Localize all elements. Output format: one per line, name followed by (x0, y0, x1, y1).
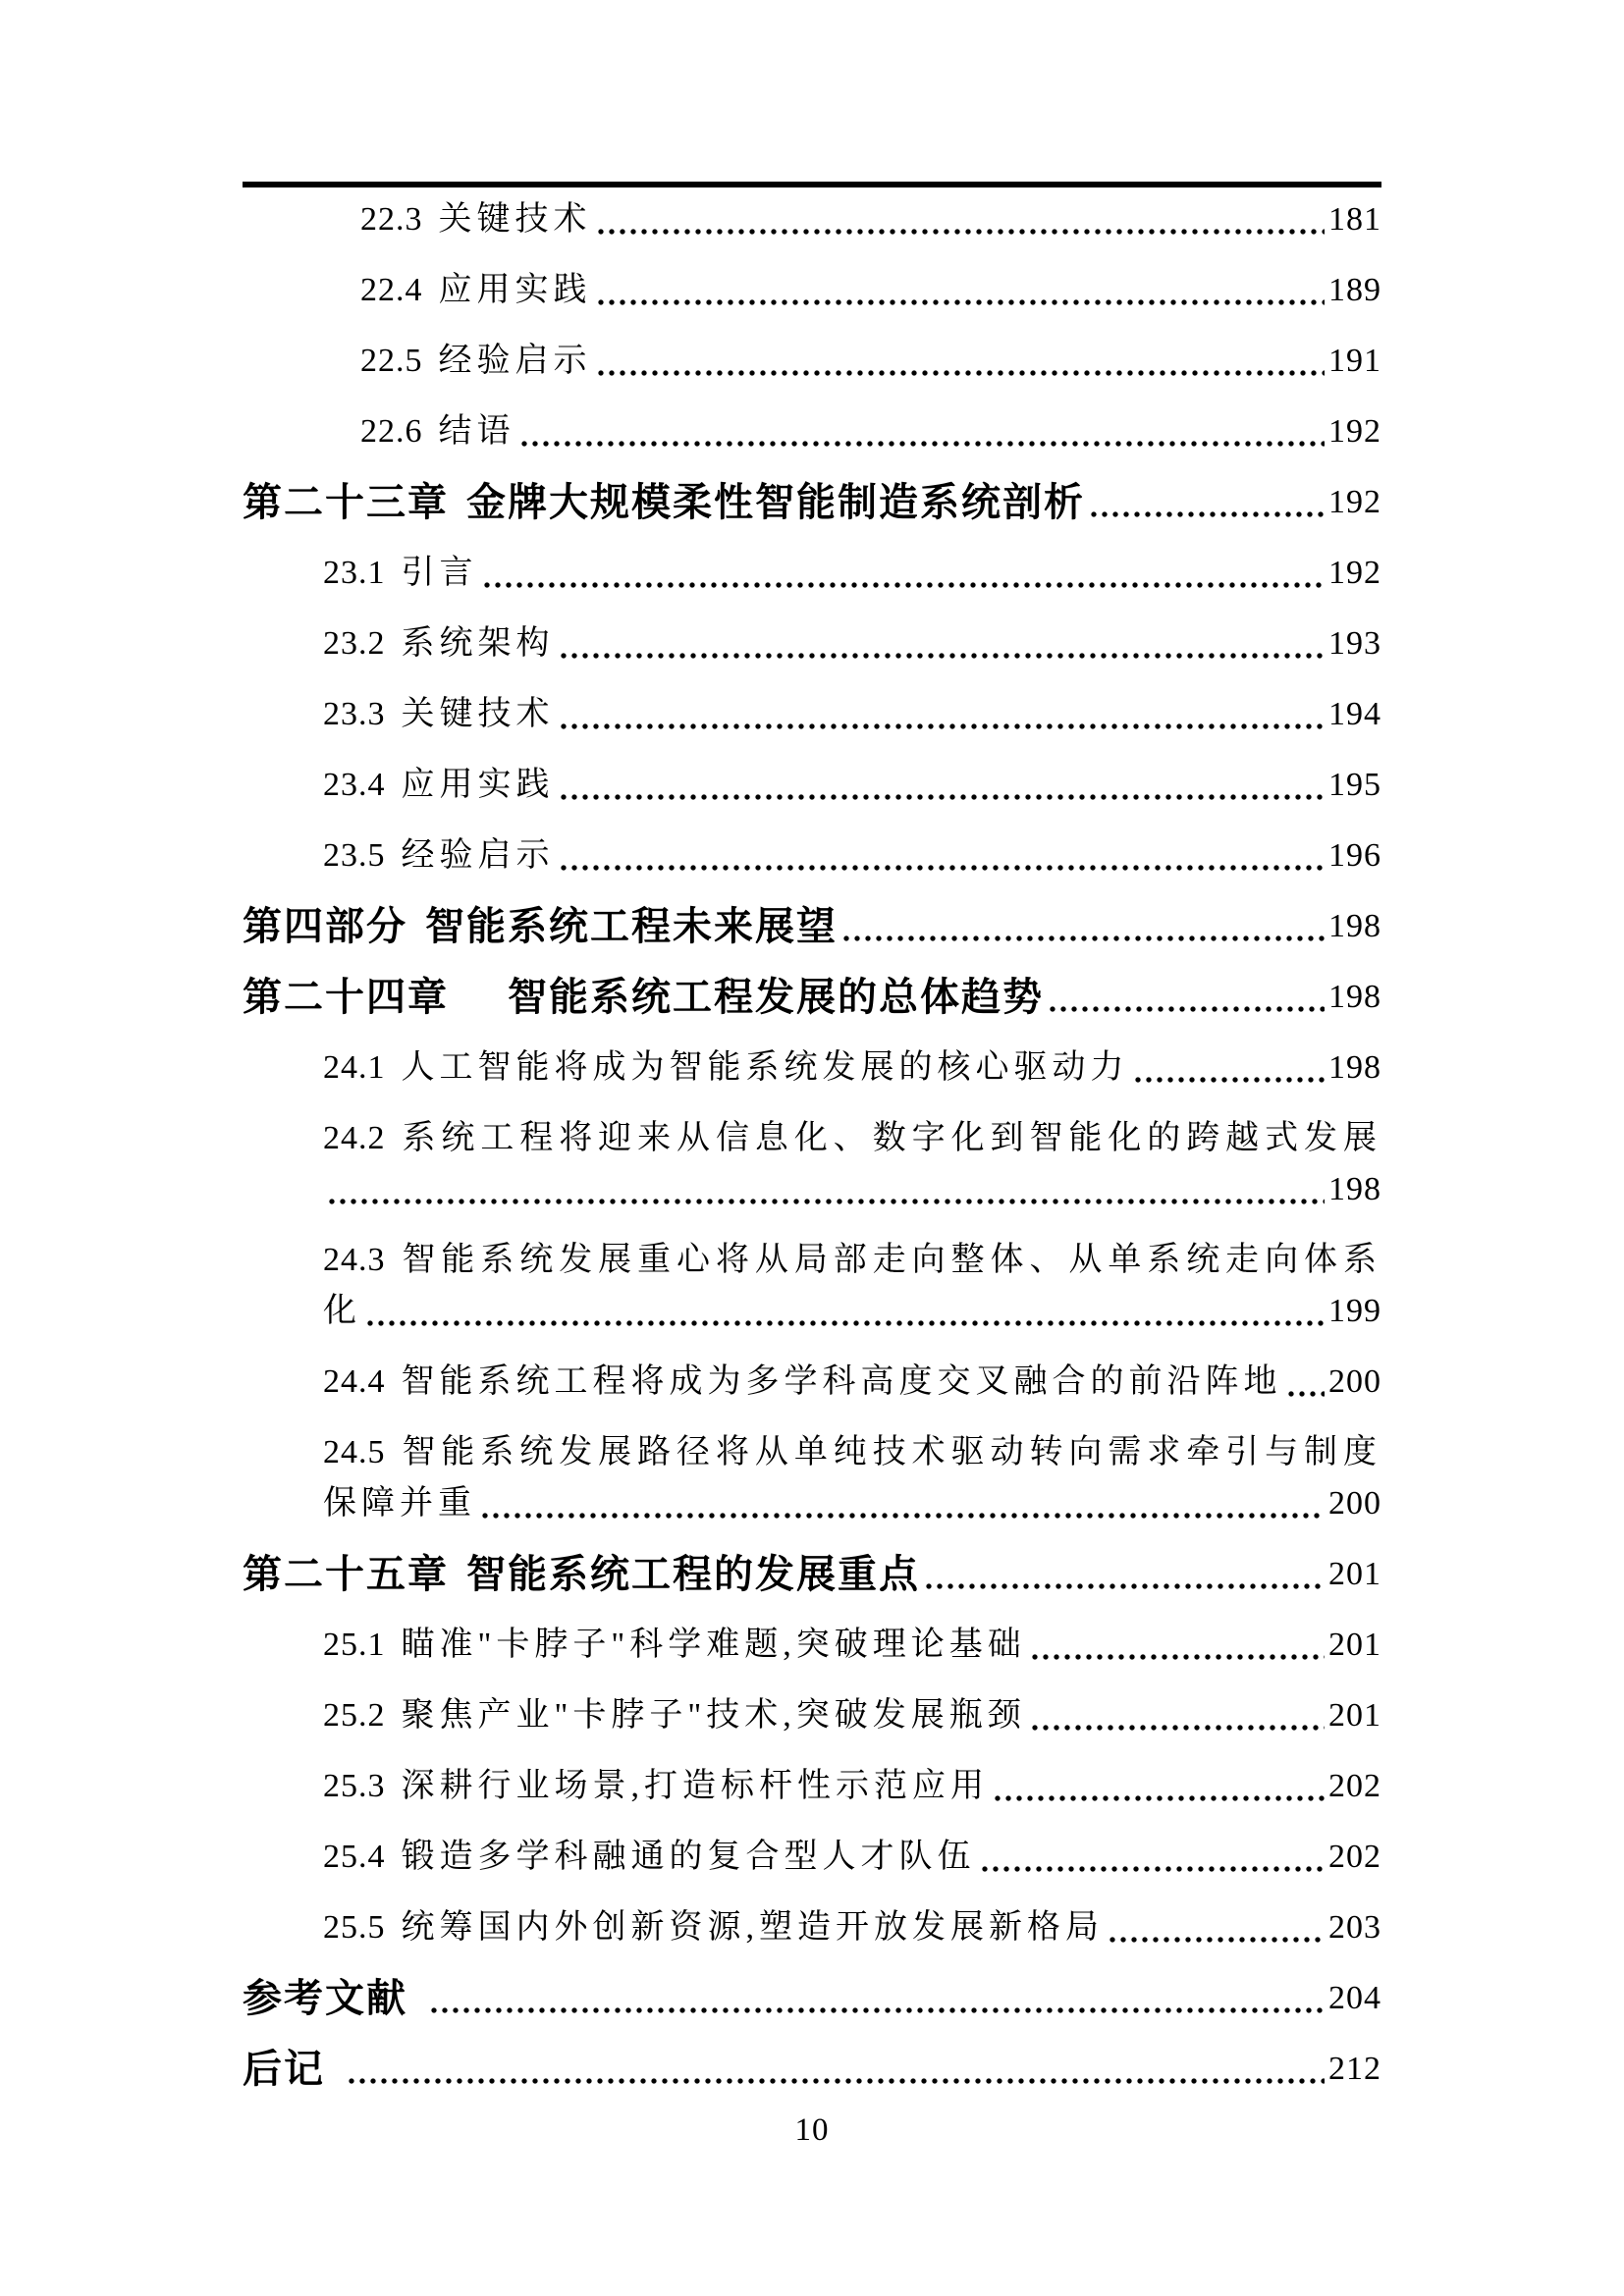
dots-leader (1032, 1620, 1325, 1671)
entry-second-line (323, 1286, 1381, 1337)
toc-entry (243, 1832, 1381, 1883)
entry-page: 195 (1328, 767, 1381, 803)
entry-title: 金牌大规模柔性智能制造系统剖析 (466, 481, 1085, 524)
toc-entry-row (360, 194, 1381, 245)
dots-leader (482, 1478, 1325, 1529)
entry-title: 经验启示 (438, 343, 592, 379)
toc-entry-row (243, 972, 1381, 1023)
entry-page: 200 (1328, 1485, 1381, 1522)
dots-leader (995, 1761, 1325, 1812)
entry-number: 第二十五章 (243, 1553, 449, 1596)
toc-entry (243, 1620, 1381, 1671)
entry-title: 聚焦产业"卡脖子"技术,突破发展瓶颈 (401, 1697, 1026, 1734)
toc-entry-row (243, 1549, 1381, 1600)
toc-entry-row (323, 1042, 1381, 1094)
dots-leader (926, 1549, 1325, 1600)
toc-entry-row (323, 760, 1381, 811)
entry-number: 25.4 (323, 1839, 386, 1875)
dots-leader (484, 548, 1326, 599)
entry-title: 应用实践 (438, 272, 592, 308)
toc-entry-row (360, 265, 1381, 316)
entry-title: 深耕行业场景,打造标杆性示范应用 (401, 1768, 989, 1804)
entry-page: 202 (1328, 1839, 1381, 1875)
entry-carry-text: 保障并重 (323, 1485, 476, 1522)
entry-page: 199 (1328, 1293, 1381, 1329)
dots-leader (561, 760, 1326, 811)
dots-leader (1091, 477, 1325, 528)
entry-first-line (323, 1235, 1381, 1286)
entry-page: 191 (1328, 343, 1381, 379)
toc-entry (243, 901, 1381, 952)
toc-entry-row (323, 1832, 1381, 1883)
entry-title: 锻造多学科融通的复合型人才队伍 (401, 1839, 976, 1875)
entry-number: 第四部分 (243, 905, 407, 948)
entry-title: 系统架构 (401, 625, 555, 662)
toc-content (243, 182, 1381, 2114)
dots-leader (431, 1973, 1325, 2024)
toc-entry-row (323, 1761, 1381, 1812)
dots-leader (1135, 1042, 1326, 1094)
entry-number: 后记 (243, 2048, 325, 2091)
entry-number: 22.3 (360, 201, 423, 238)
toc-entry (243, 265, 1381, 316)
toc-entry-row (323, 1690, 1381, 1741)
entry-title: 经验启示 (401, 837, 555, 874)
dots-leader (367, 1286, 1325, 1337)
entry-title: 应用实践 (401, 767, 555, 803)
dots-leader (598, 265, 1326, 316)
dots-leader (982, 1832, 1326, 1883)
toc-entry-row (243, 477, 1381, 528)
table-of-contents (243, 194, 1381, 2095)
toc-entry (243, 760, 1381, 811)
toc-entry (243, 1902, 1381, 1953)
dots-leader (329, 1164, 1325, 1215)
entry-page: 201 (1328, 1627, 1381, 1663)
entry-number: 第二十三章 (243, 481, 449, 524)
toc-entry (243, 972, 1381, 1023)
dots-leader (561, 689, 1326, 740)
entry-number: 23.3 (323, 696, 386, 732)
dots-leader (561, 830, 1326, 881)
dots-leader (1050, 972, 1325, 1023)
entry-number: 22.4 (360, 272, 423, 308)
entry-first-line (323, 1113, 1381, 1164)
toc-entry (243, 1427, 1381, 1529)
entry-page: 202 (1328, 1768, 1381, 1804)
toc-entry (243, 1042, 1381, 1094)
entry-number: 22.6 (360, 413, 423, 450)
entry-title: 引言 (401, 555, 478, 591)
entry-page: 201 (1328, 1697, 1381, 1734)
entry-page: 189 (1328, 272, 1381, 308)
entry-page: 203 (1328, 1909, 1381, 1946)
entry-carry-text: 化 (323, 1293, 361, 1329)
page-number: 10 (794, 2112, 830, 2148)
entry-title: 智能系统发展路径将从单纯技术驱动转向需求牵引与制度 (401, 1434, 1381, 1470)
dots-leader (598, 194, 1326, 245)
dots-leader (561, 618, 1326, 669)
entry-number: 24.5 (323, 1434, 386, 1470)
toc-entry (243, 618, 1381, 669)
entry-title: 系统工程将迎来从信息化、数字化到智能化的跨越式发展 (401, 1120, 1381, 1156)
entry-page: 198 (1328, 908, 1381, 944)
entry-page: 200 (1328, 1363, 1381, 1400)
toc-entry (243, 2044, 1381, 2095)
toc-entry (243, 830, 1381, 881)
dots-leader (598, 336, 1326, 387)
entry-number: 23.5 (323, 837, 386, 874)
dots-leader (521, 406, 1326, 457)
entry-title: 关键技术 (401, 696, 555, 732)
entry-page: 204 (1328, 1980, 1381, 2016)
entry-number: 25.3 (323, 1768, 386, 1804)
entry-title: 关键技术 (438, 201, 592, 238)
entry-page: 201 (1328, 1556, 1381, 1592)
entry-title: 瞄准"卡脖子"科学难题,突破理论基础 (401, 1627, 1026, 1663)
entry-title: 智能系统工程发展的总体趋势 (466, 976, 1044, 1019)
toc-entry-row (323, 689, 1381, 740)
dots-leader (1288, 1357, 1326, 1408)
entry-second-line (323, 1478, 1381, 1529)
entry-number: 23.1 (323, 555, 386, 591)
entry-title: 智能系统工程的发展重点 (466, 1553, 920, 1596)
entry-page: 198 (1328, 1171, 1381, 1207)
toc-entry (243, 1235, 1381, 1337)
entry-number: 第二十四章 (243, 976, 449, 1019)
entry-title: 统筹国内外创新资源,塑造开放发展新格局 (401, 1909, 1104, 1946)
entry-number: 23.4 (323, 767, 386, 803)
toc-entry-row (323, 830, 1381, 881)
toc-entry (243, 477, 1381, 528)
toc-entry (243, 1973, 1381, 2024)
toc-entry-row (323, 548, 1381, 599)
toc-entry (243, 1113, 1381, 1215)
toc-entry-row (243, 2044, 1381, 2095)
toc-entry (243, 1357, 1381, 1408)
toc-entry-row (243, 1973, 1381, 2024)
entry-page: 198 (1328, 1049, 1381, 1086)
entry-number: 24.4 (323, 1363, 386, 1400)
entry-title: 人工智能将成为智能系统发展的核心驱动力 (401, 1049, 1129, 1086)
toc-entry (243, 1761, 1381, 1812)
entry-number: 22.5 (360, 343, 423, 379)
entry-number: 参考文献 (243, 1977, 407, 2020)
entry-title: 智能系统发展重心将从局部走向整体、从单系统走向体系 (401, 1242, 1381, 1278)
dots-leader (843, 901, 1325, 952)
entry-page: 198 (1328, 979, 1381, 1015)
entry-title: 智能系统工程未来展望 (425, 905, 838, 948)
entry-page: 196 (1328, 837, 1381, 874)
dots-leader (349, 2044, 1325, 2095)
entry-first-line (323, 1427, 1381, 1478)
toc-entry (243, 548, 1381, 599)
entry-page: 192 (1328, 484, 1381, 520)
entry-page: 194 (1328, 696, 1381, 732)
entry-page: 192 (1328, 555, 1381, 591)
entry-number: 24.3 (323, 1242, 386, 1278)
toc-entry-row (323, 618, 1381, 669)
dots-leader (1032, 1690, 1325, 1741)
toc-entry (243, 194, 1381, 245)
entry-page: 181 (1328, 201, 1381, 238)
toc-entry-row (323, 1902, 1381, 1953)
toc-entry (243, 406, 1381, 457)
toc-entry-row (360, 406, 1381, 457)
entry-number: 23.2 (323, 625, 386, 662)
toc-entry (243, 1690, 1381, 1741)
entry-number: 24.1 (323, 1049, 386, 1086)
entry-page: 193 (1328, 625, 1381, 662)
entry-second-line (323, 1164, 1381, 1215)
entry-title: 结语 (438, 413, 515, 450)
toc-entry (243, 689, 1381, 740)
toc-entry-row (360, 336, 1381, 387)
toc-entry-row (323, 1357, 1381, 1408)
entry-number: 25.5 (323, 1909, 386, 1946)
toc-entry-row (323, 1620, 1381, 1671)
toc-entry (243, 336, 1381, 387)
toc-entry (243, 1549, 1381, 1600)
entry-number: 25.1 (323, 1627, 386, 1663)
entry-page: 192 (1328, 413, 1381, 450)
entry-page: 212 (1328, 2051, 1381, 2087)
entry-number: 24.2 (323, 1120, 386, 1156)
header-rule (243, 182, 1381, 187)
entry-number: 25.2 (323, 1697, 386, 1734)
toc-entry-row (243, 901, 1381, 952)
entry-title: 智能系统工程将成为多学科高度交叉融合的前沿阵地 (401, 1363, 1282, 1400)
dots-leader (1110, 1902, 1325, 1953)
